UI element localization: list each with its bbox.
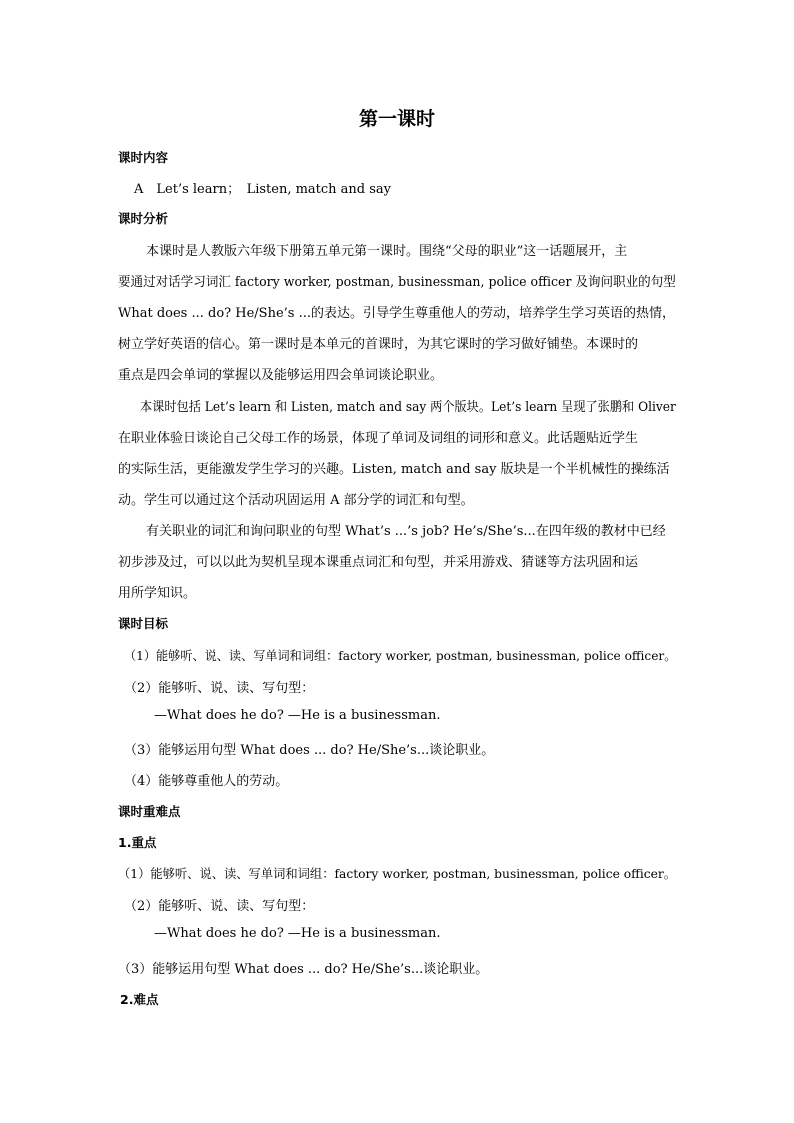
goal-item: （3）能够运用句型 What does ... do? He/She’s...谈论职业。 <box>124 743 495 758</box>
analysis-p3-line: 有关职业的词汇和询问职业的句型 What’s ...’s job? He’s/She’s...在四年级的教材中已经 <box>146 524 666 539</box>
heading-key-difficult: 课时重难点 <box>118 804 181 819</box>
lesson-content-line: A Let’s learn； Listen, match and say <box>134 182 392 197</box>
key-item: —What does he do? —He is a businessman. <box>154 926 441 941</box>
analysis-p3-line: 用所学知识。 <box>118 586 197 601</box>
heading-lesson-analysis: 课时分析 <box>118 211 169 226</box>
analysis-p2-line: 动。学生可以通过这个活动巩固运用 A 部分学的词汇和句型。 <box>118 493 474 508</box>
analysis-p2-line: 在职业体验日谈论自己父母工作的场景，体现了单词及词组的词形和意义。此话题贴近学生 <box>118 431 639 446</box>
analysis-p2-line: 本课时包括 Let’s learn 和 Listen, match and say 两个版块。Let’s learn 呈现了张鹏和 Oliver <box>140 400 676 415</box>
key-item: （1）能够听、说、读、写单词和词组：factory worker, postman, businessman, police officer。 <box>118 866 677 881</box>
heading-lesson-content: 课时内容 <box>118 150 169 165</box>
key-item: （2）能够听、说、读、写句型： <box>124 899 315 914</box>
heading-lesson-goals: 课时目标 <box>118 616 169 631</box>
analysis-p2-line: 的实际生活，更能激发学生学习的兴趣。Listen, match and say 版块是一个半机械性的操练活 <box>118 462 670 477</box>
goal-item: （2）能够听、说、读、写句型： <box>124 681 315 696</box>
subheading-difficult-points: 2.难点 <box>120 992 159 1007</box>
key-item: （3）能够运用句型 What does ... do? He/She’s...谈论职业。 <box>118 962 489 977</box>
goal-item: （4）能够尊重他人的劳动。 <box>124 774 289 789</box>
goal-item: （1）能够听、说、读、写单词和词组：factory worker, postman, businessman, police officer。 <box>124 648 677 663</box>
analysis-p1-line: 要通过对话学习词汇 factory worker, postman, businessman, police officer 及询问职业的句型 <box>118 275 676 290</box>
analysis-p1-line: What does ... do? He/She’s ...的表达。引导学生尊重他人的劳动，培养学生学习英语的热情， <box>118 306 675 321</box>
page-title: 第一课时 <box>358 108 435 130</box>
analysis-p1-line: 树立学好英语的信心。第一课时是本单元的首课时，为其它课时的学习做好铺垫。本课时的 <box>118 337 639 352</box>
analysis-p3-line: 初步涉及过，可以以此为契机呈现本课重点词汇和句型，并采用游戏、猜谜等方法巩固和运 <box>118 555 639 570</box>
analysis-p1-line: 重点是四会单词的掌握以及能够运用四会单词谈论职业。 <box>118 368 444 383</box>
analysis-p1-line: 本课时是人教版六年级下册第五单元第一课时。围绕“父母的职业”这一话题展开，主 <box>146 244 628 259</box>
subheading-key-points: 1.重点 <box>118 835 157 850</box>
goal-item: —What does he do? —He is a businessman. <box>154 708 441 723</box>
